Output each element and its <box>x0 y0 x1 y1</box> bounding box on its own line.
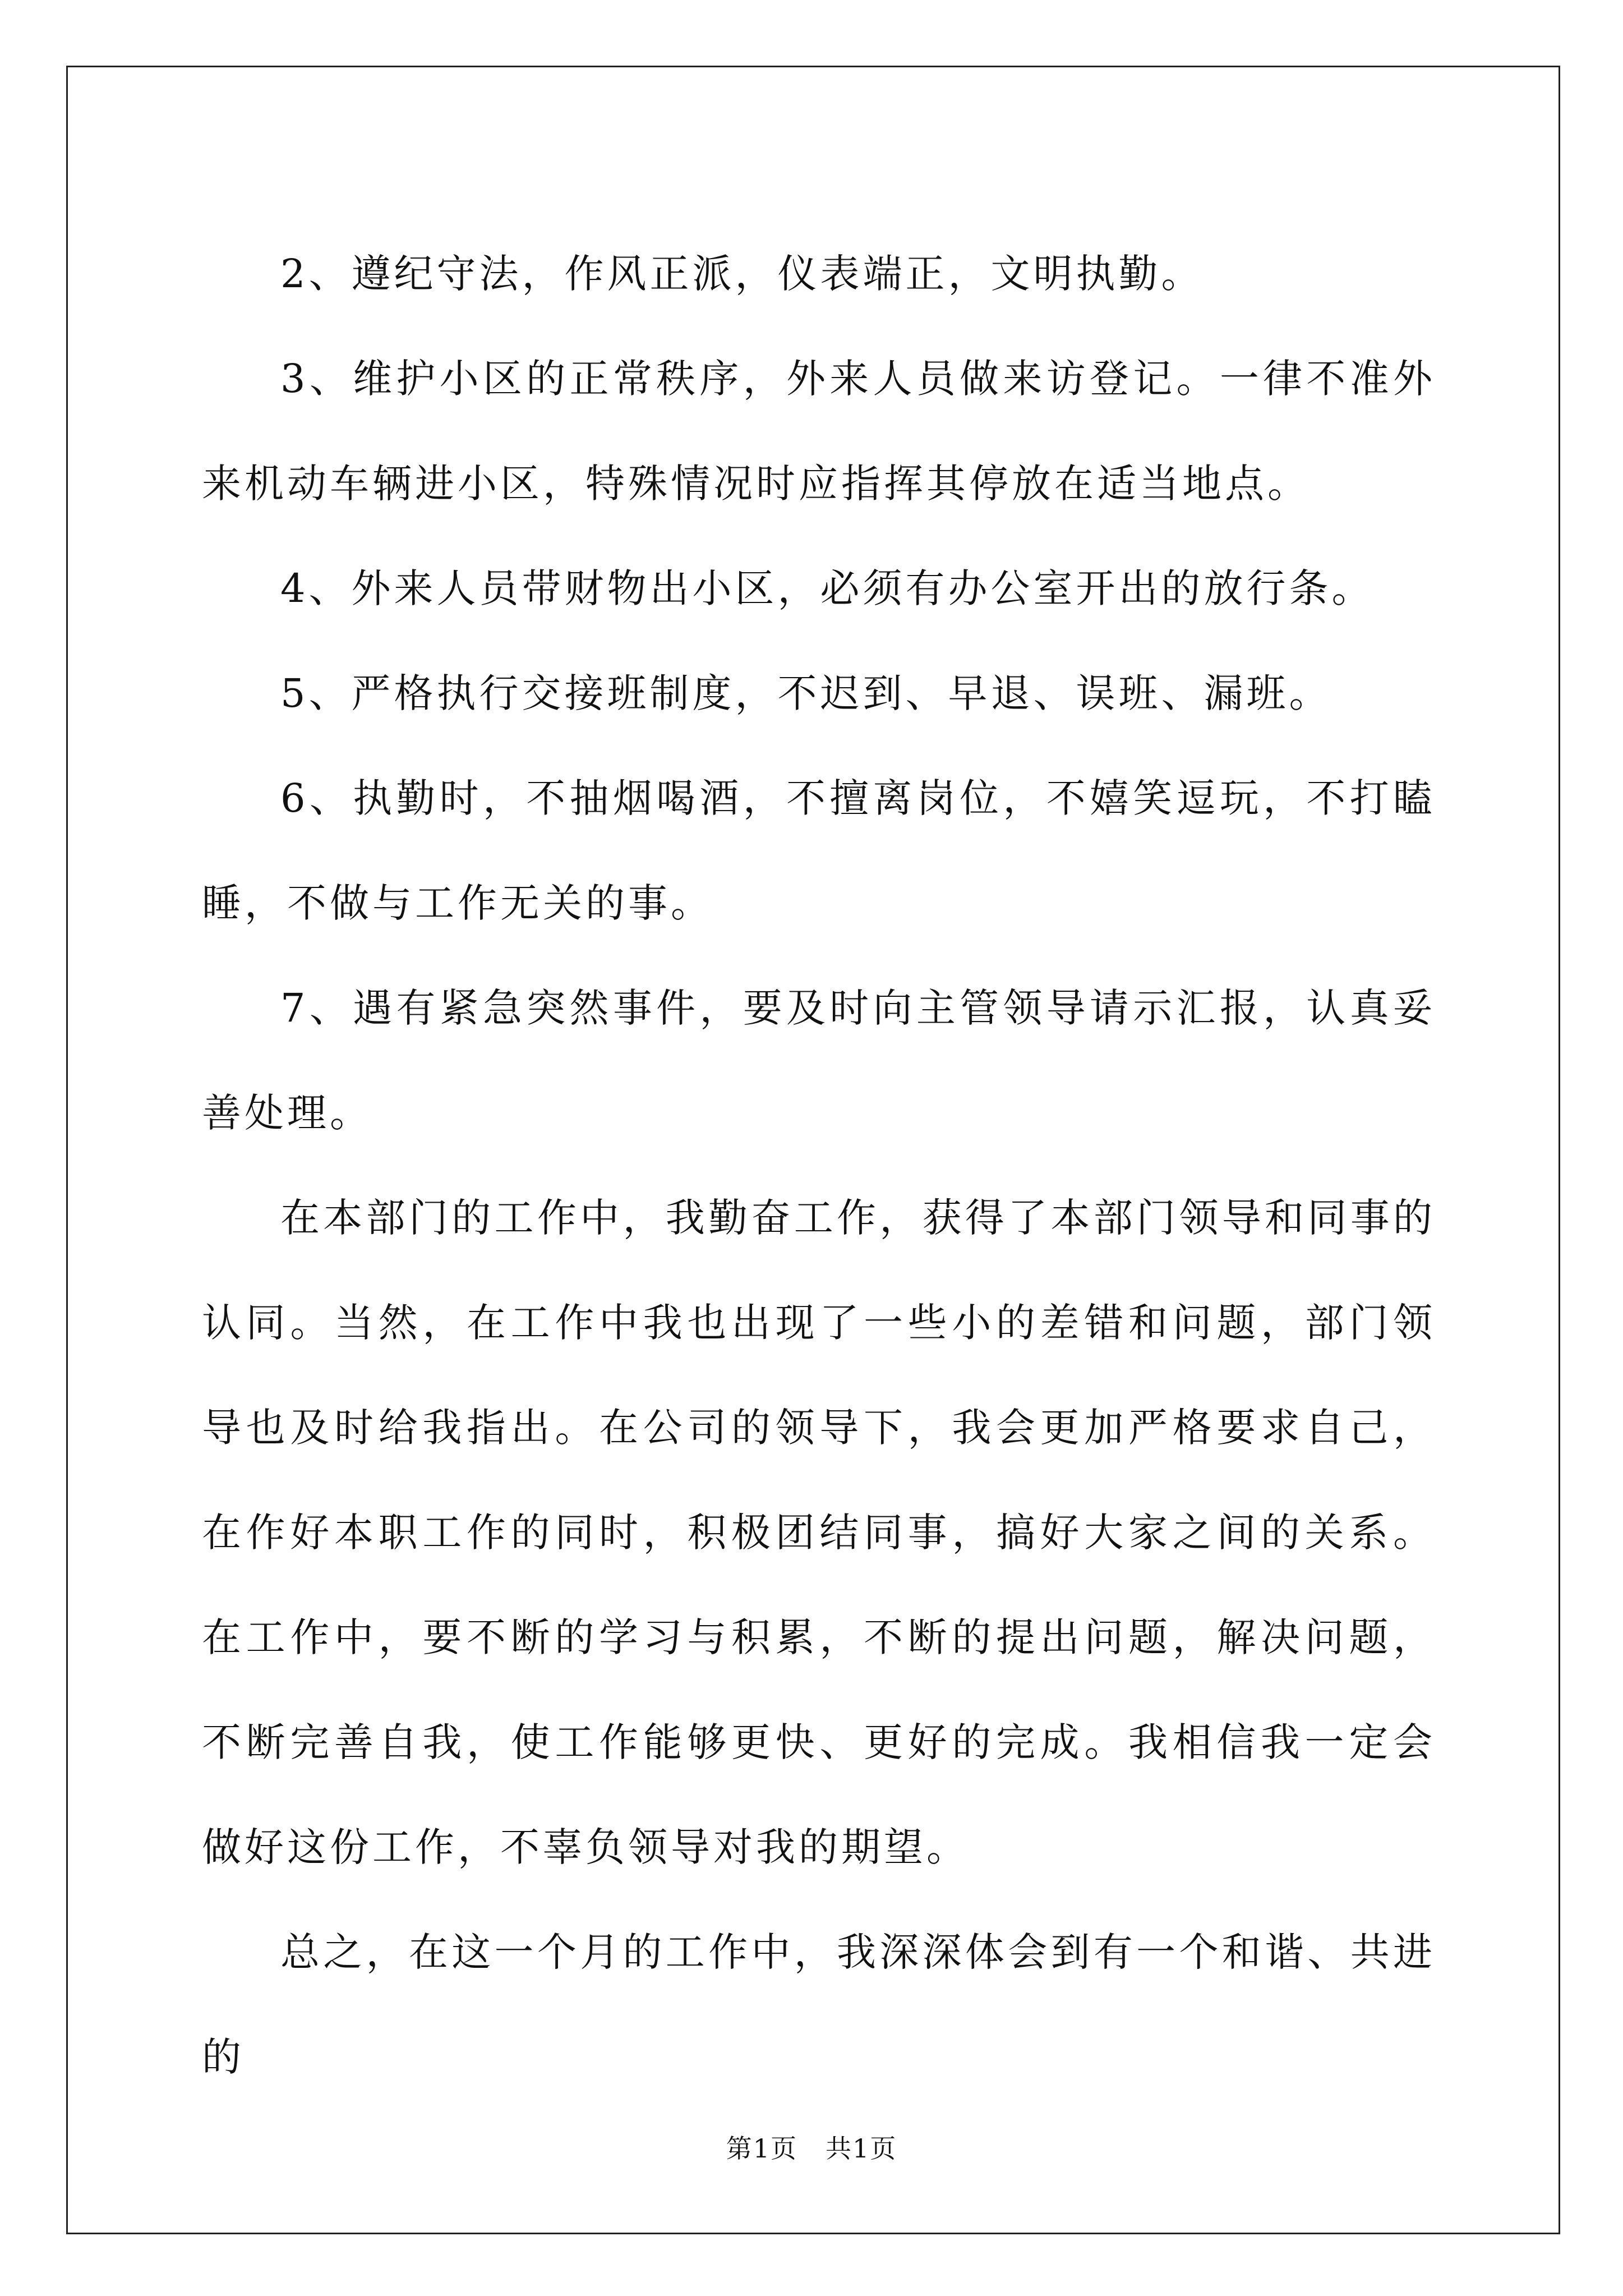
paragraph-8: 总之，在这一个月的工作中，我深深体会到有一个和谐、共进的 <box>202 1929 1436 2080</box>
page-number: 第1页 <box>726 2133 797 2164</box>
paragraph-4: 5、严格执行交接班制度，不迟到、早退、误班、漏班。 <box>280 670 1332 716</box>
paragraph-3: 4、外来人员带财物出小区，必须有办公室开出的放行条。 <box>280 565 1375 611</box>
paragraph-6: 7、遇有紧急突然事件，要及时向主管领导请示汇报，认真妥善处理。 <box>202 985 1436 1136</box>
document-body <box>202 222 1436 2110</box>
paragraph-7: 在本部门的工作中，我勤奋工作，获得了本部门领导和同事的认同。当然，在工作中我也出现了一些小的差错和问题，部门领导也及时给我指出。在公司的领导下，我会更加严格要求自己，在作好本职工作的同时，积极团结同事，搞好大家之间的关系。在工作中，要不断的学习与积累，不断的提出问题，解决问题，不断完善自我，使工作能够更快、更好的完成。我相信我一定会做好这份工作，不辜负领导对我的期望。 <box>202 1195 1436 1870</box>
paragraph-2: 3、维护小区的正常秩序，外来人员做来访登记。一律不准外来机动车辆进小区，特殊情况时应指挥其停放在适当地点。 <box>202 356 1436 507</box>
paragraph-1: 2、遵纪守法，作风正派，仪表端正，文明执勤。 <box>280 251 1204 297</box>
page-total: 共1页 <box>826 2133 897 2164</box>
paragraph-5: 6、执勤时，不抽烟喝酒，不擅离岗位，不嬉笑逗玩，不打瞌睡，不做与工作无关的事。 <box>202 775 1436 926</box>
page-footer <box>0 2132 1623 2165</box>
